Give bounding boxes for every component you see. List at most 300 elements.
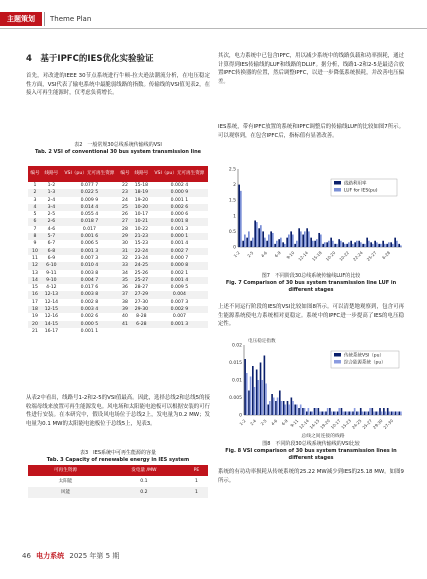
table-cell: 38: [122, 299, 128, 305]
table-cell: 0.001 4: [151, 277, 208, 284]
table-cell: 4-6: [47, 226, 56, 232]
fig7-caption-en-1: Fig. 7 Comparison of 30 bus system transmission line LUF in: [225, 280, 397, 286]
right-paragraph-2: IES系统，带有IPFC放置的系统和IPFC调整后的传输线LUF的比较如图7所示。可以观察到，在包含IPFC后，指标值有显著改善。: [218, 124, 404, 139]
bar-LUF-for-IES(pu): [320, 235, 322, 247]
x-tick-label: 10-17: [329, 418, 342, 430]
table-cell: 8-28: [136, 314, 147, 320]
table-cell: [132, 328, 151, 335]
bar-线路利用率: [378, 244, 380, 247]
table-cell: 0.001 3: [61, 248, 118, 255]
table-cell: 10: [28, 248, 42, 255]
bar-LUF-for-IES(pu): [252, 238, 254, 247]
bar-传统系统VSI（pu）: [275, 401, 277, 415]
x-tick-label: 29-30: [371, 418, 384, 430]
table-row: [28, 270, 208, 277]
bar-线路利用率: [266, 241, 268, 247]
bar-综合能源系统（pu）: [381, 412, 383, 416]
table-row: [28, 233, 208, 240]
table-cell: 2: [28, 189, 42, 196]
bar-LUF-for-IES(pu): [388, 242, 390, 247]
table-cell: 7: [33, 226, 37, 232]
legend-label: 传统系统VSI（pu）: [344, 353, 384, 359]
table3-header-0: 可再生资源: [28, 465, 103, 476]
table-cell: 16-17: [44, 328, 59, 334]
bar-线路利用率: [338, 239, 340, 247]
bar-传统系统VSI（pu）: [345, 412, 347, 416]
bar-线路利用率: [366, 238, 368, 247]
bar-线路利用率: [286, 238, 288, 247]
table-cell: 24-25: [132, 262, 151, 269]
bar-线路利用率: [362, 244, 364, 247]
table-row: [28, 189, 208, 196]
table-cell: 1: [185, 487, 208, 498]
left-paragraph-1: 首先，对改进的IEEE 30节点系统进行牛顿-拉夫逊法潮流分析，在电压稳定性方面，VSI代表了输电系统中最脆弱线路的指数。传输线的VSI值见表2，在接入可再生能源时，仅考虑负荷增长。: [26, 73, 210, 96]
table-cell: 27-29: [132, 291, 151, 298]
x-tick-label: 15-23: [340, 418, 352, 430]
fig8-caption-en-2: different stages: [288, 455, 334, 461]
section-title: 4 基于IPFC的IES优化实验验证: [26, 54, 154, 64]
table-cell: 12-16: [44, 314, 59, 320]
table-cell: 25-26: [134, 270, 149, 276]
bar-传统系统VSI（pu）: [294, 405, 296, 416]
fig8-caption-cn: 图8 不同阶段30总线系统传输线的VSI比较: [262, 441, 360, 447]
table-cell: 25: [118, 204, 132, 211]
table-cell: 0.001 8: [151, 218, 208, 225]
bar-综合能源系统（pu）: [396, 412, 398, 416]
bar-LUF-for-IES(pu): [292, 235, 294, 247]
bar-综合能源系统（pu）: [300, 405, 302, 416]
table-row: [28, 328, 208, 335]
x-tick-label: 12-14: [297, 250, 310, 262]
bar-线路利用率: [374, 241, 376, 247]
table-cell: 23: [118, 189, 132, 196]
bar-传统系统VSI（pu）: [337, 412, 339, 416]
bar-LUF-for-IES(pu): [340, 241, 342, 247]
table-row: [28, 487, 208, 498]
x-tick-label: 2-5: [246, 250, 255, 259]
table-cell: 1: [33, 183, 37, 188]
bar-综合能源系统（pu）: [277, 398, 279, 416]
bar-传统系统VSI（pu）: [298, 408, 300, 415]
x-tick-label: 27-30: [382, 418, 395, 430]
issue-label: 2025 年第 5 期: [69, 552, 120, 560]
table-row: [28, 255, 208, 262]
table-cell: 20: [28, 321, 42, 328]
table-cell: 25-27: [132, 277, 151, 284]
bar-LUF-for-IES(pu): [248, 231, 250, 247]
legend-swatch: [334, 353, 341, 357]
table-cell: 17: [32, 299, 38, 305]
bar-传统系统VSI（pu）: [356, 412, 358, 416]
table-cell: 33: [118, 262, 132, 269]
bar-传统系统VSI（pu）: [260, 363, 262, 416]
bar-传统系统VSI（pu）: [364, 412, 366, 416]
x-tick-label: 6-9: [273, 250, 282, 259]
y-tick-label: 0.02: [231, 343, 242, 349]
bar-传统系统VSI（pu）: [302, 408, 304, 415]
fig7-caption: [218, 273, 404, 294]
table-cell: 10-22: [134, 226, 149, 232]
table-row: [28, 291, 208, 298]
bar-综合能源系统（pu）: [254, 387, 256, 415]
bar-线路利用率: [242, 241, 244, 247]
bar-线路利用率: [346, 244, 348, 247]
bar-LUF-for-IES(pu): [384, 244, 386, 247]
bar-线路利用率: [318, 233, 320, 247]
bar-LUF-for-IES(pu): [332, 241, 334, 247]
table-cell: 12-14: [44, 299, 59, 305]
table-row: [28, 277, 208, 284]
table-cell: 0.009 9: [80, 197, 99, 203]
table-row: [28, 262, 208, 269]
table-cell: 4: [28, 204, 42, 211]
table-cell: 0.000 8: [151, 262, 208, 269]
table-cell: 29-30: [132, 306, 151, 313]
bar-综合能源系统（pu）: [342, 412, 344, 416]
table-cell: 29: [118, 233, 132, 240]
bar-传统系统VSI（pu）: [352, 412, 354, 416]
bar-LUF-for-IES(pu): [352, 244, 354, 247]
table-cell: 0.017: [82, 226, 96, 232]
bar-综合能源系统（pu）: [373, 412, 375, 416]
x-tick-label: 22-24: [351, 250, 364, 262]
table-cell: 30: [122, 241, 128, 247]
bar-综合能源系统（pu）: [250, 377, 252, 416]
table-cell: 8: [28, 233, 42, 240]
table-cell: 0.000 6: [170, 212, 189, 218]
table3-caption-cn: 表3 IES系统中可再生能源的容量: [80, 450, 156, 456]
table-row: [28, 248, 208, 255]
x-tick-label: 25-27: [365, 250, 378, 262]
bar-综合能源系统（pu）: [369, 408, 371, 415]
bar-传统系统VSI（pu）: [325, 412, 327, 416]
table-cell: 19-20: [134, 197, 149, 203]
bar-线路利用率: [322, 244, 324, 247]
bar-传统系统VSI（pu）: [244, 359, 246, 415]
legend-swatch: [334, 188, 341, 192]
bar-LUF-for-IES(pu): [300, 231, 302, 247]
section-tag: 主题策划: [0, 12, 42, 26]
bar-线路利用率: [310, 238, 312, 247]
table-cell: 6-28: [132, 321, 151, 328]
bar-综合能源系统（pu）: [354, 408, 356, 415]
table2-caption: [26, 142, 210, 156]
bar-综合能源系统（pu）: [365, 412, 367, 416]
bar-线路利用率: [294, 244, 296, 247]
bar-LUF-for-IES(pu): [392, 244, 394, 247]
bar-综合能源系统（pu）: [246, 373, 248, 415]
x-tick-label: 10-22: [338, 250, 351, 262]
bar-线路利用率: [270, 231, 272, 247]
bar-传统系统VSI（pu）: [375, 412, 377, 416]
bar-传统系统VSI（pu）: [264, 356, 266, 416]
bar-LUF-for-IES(pu): [336, 244, 338, 247]
table-cell: 18-19: [132, 189, 151, 196]
right-paragraph-3: 上述不同运行阶段的IES的VSI比较如图8所示。可以清楚地观察到，包含可再生能源系统使电力系统相对更稳定。系统中的IPFC进一步提高了IES的电压稳定性。: [218, 304, 404, 327]
table-cell: 13: [32, 270, 38, 276]
table-cell: 0.004 7: [61, 277, 118, 284]
table-cell: 风能: [28, 487, 103, 498]
table-cell: 6-7: [47, 241, 56, 247]
table-cell: 6-8: [42, 248, 61, 255]
bar-LUF-for-IES(pu): [288, 235, 290, 247]
chart-title: 电压稳定指数: [248, 339, 276, 344]
right-paragraph-4: 系统的有功功率损耗从传统系统的25.22 MW减少到IES的25.18 MW。如图9所示。: [218, 469, 404, 484]
bar-LUF-for-IES(pu): [372, 244, 374, 247]
bar-传统系统VSI（pu）: [387, 408, 389, 415]
table-cell: 5-7: [42, 233, 61, 240]
bar-综合能源系统（pu）: [331, 412, 333, 416]
bar-LUF-for-IES(pu): [380, 244, 382, 247]
table-row: [28, 226, 208, 233]
table-row: [28, 204, 208, 211]
table-cell: 32: [122, 255, 128, 261]
bar-综合能源系统（pu）: [358, 412, 360, 416]
bar-综合能源系统（pu）: [311, 412, 313, 416]
table-cell: 0.014 4: [61, 204, 118, 211]
bar-综合能源系统（pu）: [273, 398, 275, 416]
page-header: [0, 0, 427, 26]
table-cell: 0.018 7: [61, 218, 118, 225]
bar-综合能源系统（pu）: [327, 408, 329, 415]
journal-brand: 电力系统: [36, 552, 65, 560]
table-cell: 0.002 6: [151, 204, 208, 211]
x-tick-label: 19-20: [319, 418, 331, 430]
table-cell: 0.010 4: [61, 262, 118, 269]
header-rule: [0, 28, 427, 29]
fig8-chart: [222, 335, 408, 440]
table3-caption: [26, 450, 210, 464]
bar-综合能源系统（pu）: [261, 380, 263, 415]
table-cell: 0.006 5: [80, 241, 99, 247]
bar-线路利用率: [302, 235, 304, 247]
table3-caption-en: Tab. 3 Capacity of renewable energy in IES system: [46, 457, 190, 463]
table-cell: 0.077 7: [80, 183, 99, 188]
x-tick-label: 15-18: [310, 250, 323, 262]
table-cell: 0.055 4: [80, 212, 99, 218]
table-cell: 0.002 6: [80, 314, 99, 320]
table3: [28, 465, 208, 498]
bar-传统系统VSI（pu）: [360, 408, 362, 415]
table-cell: 23-24: [134, 255, 149, 261]
bar-综合能源系统（pu）: [323, 412, 325, 416]
table-row: [28, 476, 208, 487]
bar-线路利用率: [350, 241, 352, 247]
table-cell: 22: [122, 183, 128, 188]
bar-线路利用率: [274, 244, 276, 247]
table-cell: 15-23: [134, 241, 149, 247]
bar-线路利用率: [254, 220, 256, 247]
bar-综合能源系统（pu）: [335, 412, 337, 416]
bar-LUF-for-IES(pu): [276, 241, 278, 247]
table-cell: 31: [118, 248, 132, 255]
table-cell: 3: [33, 197, 37, 203]
bar-综合能源系统（pu）: [288, 405, 290, 416]
bar-传统系统VSI（pu）: [333, 412, 335, 416]
page-footer: [22, 551, 119, 561]
y-tick-label: 2.5: [228, 167, 236, 173]
bar-线路利用率: [354, 242, 356, 247]
bar-综合能源系统（pu）: [292, 401, 294, 415]
table2-header-2: VSI（pu）无可再生资源: [61, 166, 118, 182]
bar-传统系统VSI（pu）: [395, 412, 397, 416]
table-cell: 41: [118, 321, 132, 328]
table-cell: 0.000 5: [61, 321, 118, 328]
table-cell: 12-15: [42, 306, 61, 313]
bar-LUF-for-IES(pu): [360, 242, 362, 247]
fig7-chart: [222, 163, 408, 273]
table-row: [28, 299, 208, 306]
table-row: [28, 182, 208, 189]
table-cell: 27: [118, 218, 132, 225]
table3-header-1: 发电量 /MW: [103, 465, 185, 476]
table-cell: 28-27: [134, 285, 149, 291]
bar-综合能源系统（pu）: [265, 384, 267, 416]
y-tick-label: 0.005: [229, 396, 242, 401]
table-cell: 21-23: [132, 233, 151, 240]
table-cell: 0.007: [172, 314, 186, 320]
table-cell: 0.002 7: [151, 248, 208, 255]
fig7-caption-cn: 图7 不同阶段30总线系统传输线LUF的比较: [261, 273, 361, 279]
table-cell: 0.007 3: [80, 255, 99, 261]
x-tick-label: 14-15: [308, 418, 321, 430]
table-cell: 16: [28, 291, 42, 298]
table-cell: 6-9: [47, 255, 56, 261]
table-cell: 14-15: [42, 321, 61, 328]
table-cell: 0.001 6: [61, 233, 118, 240]
bar-传统系统VSI（pu）: [371, 408, 373, 415]
table-cell: 6-10: [42, 262, 61, 269]
bar-LUF-for-IES(pu): [260, 225, 262, 247]
bar-传统系统VSI（pu）: [310, 412, 312, 416]
table-cell: 0.002 8: [80, 299, 99, 305]
table-cell: [151, 328, 208, 335]
table-cell: 2-6: [42, 218, 61, 225]
bar-传统系统VSI（pu）: [248, 391, 250, 416]
bar-传统系统VSI（pu）: [256, 370, 258, 416]
table-row: [28, 240, 208, 247]
bar-线路利用率: [326, 242, 328, 247]
bar-LUF-for-IES(pu): [400, 245, 402, 247]
x-tick-label: 4-6: [259, 250, 269, 259]
table-cell: 9-11: [46, 270, 57, 276]
bar-综合能源系统（pu）: [338, 408, 340, 415]
x-tick-label: 1-2: [238, 418, 247, 427]
table-cell: 0.003 8: [80, 270, 99, 276]
bar-LUF-for-IES(pu): [280, 238, 282, 247]
table-cell: 0.017 6: [80, 285, 99, 291]
bar-线路利用率: [382, 241, 384, 247]
bar-线路利用率: [398, 244, 400, 247]
bar-LUF-for-IES(pu): [268, 235, 270, 247]
table2-header-1: 线路号: [42, 166, 61, 182]
legend-label: LUF for IES(pu): [344, 188, 378, 194]
bar-LUF-for-IES(pu): [284, 244, 286, 247]
bar-LUF-for-IES(pu): [316, 239, 318, 247]
table2-caption-en: Tab. 2 VSI of conventional 30 bus system transmission line: [34, 149, 202, 155]
bar-传统系统VSI（pu）: [348, 412, 350, 416]
bar-传统系统VSI（pu）: [279, 391, 281, 416]
bar-线路利用率: [386, 244, 388, 247]
x-tick-label: 12-14: [298, 418, 310, 430]
x-tick-label: 9-11: [289, 418, 300, 429]
bar-传统系统VSI（pu）: [306, 412, 308, 416]
left-paragraph-2: 从表2中看出，线路号1-2和2-5的VSI值最高。因此，选择总线2和总线5的接收端母线来放置可再生能源发电。风电场和太阳能电池板可以根据安装的可行性进行安装。在本研究中，假设风电场位于总线2上，发电量为0.2 MW；发电量为0.1 MW的太阳能电池板位于总线5上，见表3。: [26, 395, 210, 427]
bar-传统系统VSI（pu）: [318, 408, 320, 415]
bar-综合能源系统（pu）: [377, 412, 379, 416]
legend-swatch: [334, 360, 341, 364]
bar-传统系统VSI（pu）: [252, 366, 254, 415]
bar-LUF-for-IES(pu): [364, 244, 366, 247]
table-cell: [118, 328, 132, 335]
page-number: 46: [22, 552, 31, 560]
bar-传统系统VSI（pu）: [321, 412, 323, 416]
bar-传统系统VSI（pu）: [383, 408, 385, 415]
bar-传统系统VSI（pu）: [291, 398, 293, 416]
bar-综合能源系统（pu）: [385, 412, 387, 416]
table-cell: 19: [32, 314, 38, 320]
table-cell: 1-3: [42, 189, 61, 196]
bar-传统系统VSI（pu）: [329, 408, 331, 415]
bar-LUF-for-IES(pu): [256, 222, 258, 247]
legend-label: 综合能源系统（pu）: [344, 360, 386, 366]
x-tick-label: 6-28: [381, 250, 392, 261]
table-cell: 12-13: [42, 291, 61, 298]
y-tick-label: 1.5: [228, 198, 236, 204]
table-cell: 0.2: [103, 487, 185, 498]
fig8-caption-en-1: Fig. 8 VSI comparison of 30 bus system transmission lines in: [225, 448, 397, 454]
table-cell: 11: [32, 255, 38, 261]
bar-线路利用率: [394, 238, 396, 247]
x-tick-label: 25-27: [361, 418, 374, 430]
bar-综合能源系统（pu）: [304, 408, 306, 415]
bar-综合能源系统（pu）: [269, 401, 271, 415]
bar-传统系统VSI（pu）: [341, 408, 343, 415]
bar-LUF-for-IES(pu): [244, 235, 246, 247]
y-tick-label: 1: [233, 214, 236, 220]
bar-线路利用率: [258, 228, 260, 247]
bar-综合能源系统（pu）: [308, 408, 310, 415]
table-cell: 0.001 3: [151, 321, 208, 328]
table-cell: 0.000 7: [170, 255, 189, 261]
table-row: [28, 321, 208, 328]
y-tick-label: 0.015: [229, 361, 242, 366]
table-cell: 0.000 9: [151, 189, 208, 196]
table-cell: 0.022 5: [61, 189, 118, 196]
table-row: [28, 313, 208, 320]
y-tick-label: 0: [239, 413, 242, 419]
fig8-caption: [218, 441, 404, 462]
x-tick-label: 1-2: [232, 250, 241, 259]
bar-线路利用率: [262, 231, 264, 247]
bar-LUF-for-IES(pu): [344, 244, 346, 247]
y-tick-label: 0: [233, 245, 236, 251]
bar-线路利用率: [250, 241, 252, 247]
table-cell: 1: [194, 479, 198, 484]
table-cell: 3-4: [42, 204, 61, 211]
bar-线路利用率: [246, 238, 248, 247]
table-cell: 10-20: [132, 204, 151, 211]
table-row: [28, 284, 208, 291]
bar-传统系统VSI（pu）: [368, 412, 370, 416]
bar-综合能源系统（pu）: [392, 412, 394, 416]
table-cell: 0.002 4: [170, 183, 189, 188]
table-cell: 37: [118, 291, 132, 298]
bar-传统系统VSI（pu）: [283, 401, 285, 415]
bar-线路利用率: [298, 228, 300, 247]
bar-LUF-for-IES(pu): [348, 242, 350, 247]
bar-LUF-for-IES(pu): [312, 241, 314, 247]
